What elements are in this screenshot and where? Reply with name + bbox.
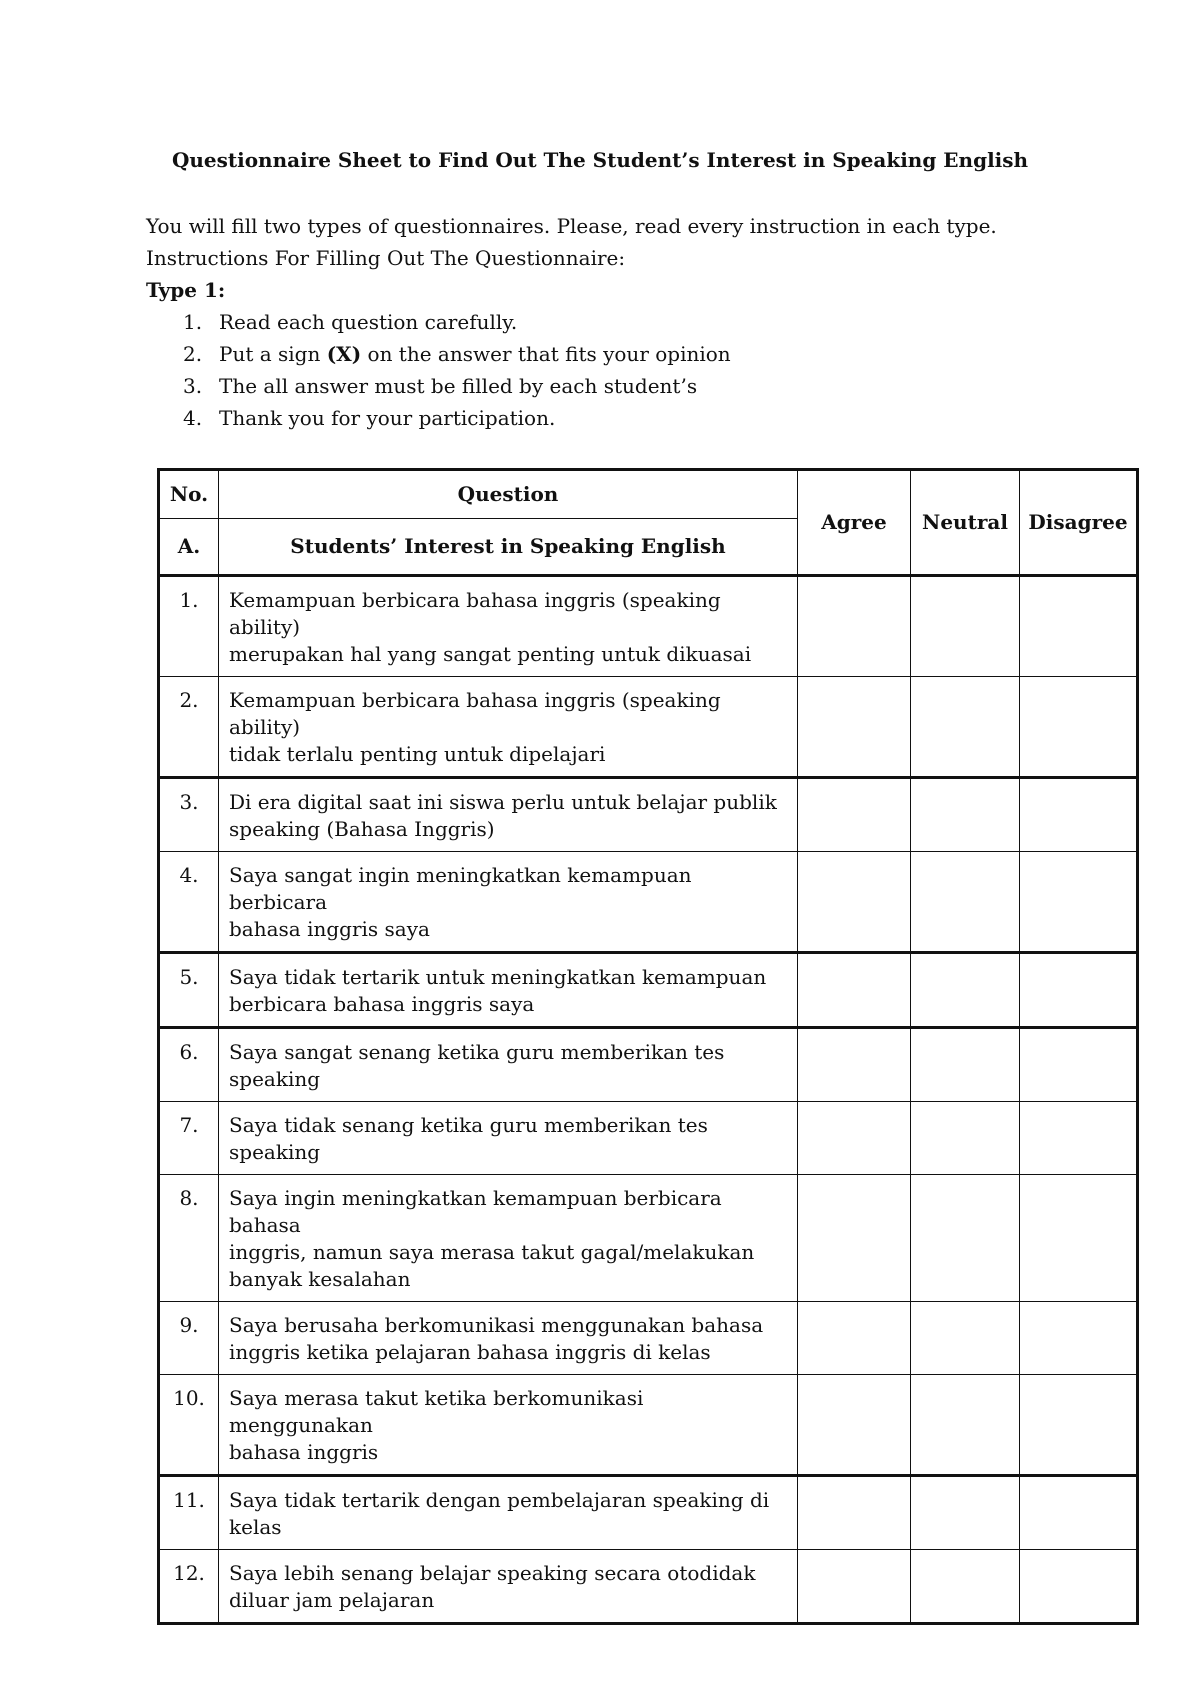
question-line: merupakan hal yang sangat penting untuk dikuasai [229,642,752,666]
answer-cell-disagree[interactable] [1020,778,1138,852]
answer-cell-agree[interactable] [798,1550,911,1624]
question-line: Saya sangat senang ketika guru memberikan tes [229,1040,725,1064]
step-text-bold: (X) [326,342,362,366]
header-row [159,470,1138,519]
answer-cell-agree[interactable] [798,576,911,677]
step-number: 3. [183,374,203,398]
answer-cell-neutral[interactable] [911,1028,1020,1102]
answer-cell-agree[interactable] [798,677,911,778]
step-text-after: on the answer that fits your opinion [361,342,731,366]
instruction-step [146,306,1106,338]
question-text [219,1302,798,1375]
header-agree: Agree [798,470,911,576]
header-disagree: Disagree [1020,470,1138,576]
answer-cell-disagree[interactable] [1020,852,1138,953]
table-row [159,1476,1138,1550]
header-no: No. [159,470,219,519]
question-line: inggris, namun saya merasa takut gagal/melakukan [229,1240,755,1264]
answer-cell-disagree[interactable] [1020,1302,1138,1375]
answer-cell-agree[interactable] [798,1175,911,1302]
question-line: speaking [229,1067,321,1091]
step-number: 1. [183,310,203,334]
step-number: 4. [183,406,203,430]
answer-cell-neutral[interactable] [911,1476,1020,1550]
instruction-step [146,338,1106,370]
question-line: tidak terlalu penting untuk dipelajari [229,742,606,766]
answer-cell-disagree[interactable] [1020,1175,1138,1302]
instructions-block [146,210,1106,434]
question-text [219,852,798,953]
section-no: A. [159,519,219,576]
answer-cell-disagree[interactable] [1020,677,1138,778]
header-question: Question [219,470,798,519]
table-row [159,677,1138,778]
question-text [219,1102,798,1175]
answer-cell-neutral[interactable] [911,1302,1020,1375]
question-text [219,1550,798,1624]
row-number: 8. [159,1175,219,1302]
question-text [219,576,798,677]
step-text-before: Put a sign [219,342,327,366]
answer-cell-disagree[interactable] [1020,1028,1138,1102]
table-row [159,576,1138,677]
answer-cell-disagree[interactable] [1020,576,1138,677]
answer-cell-neutral[interactable] [911,1550,1020,1624]
answer-cell-neutral[interactable] [911,576,1020,677]
answer-cell-agree[interactable] [798,852,911,953]
intro-line: You will fill two types of questionnaires. Please, read every instruction in each type. [146,214,997,238]
table-row [159,1550,1138,1624]
answer-cell-agree[interactable] [798,1302,911,1375]
row-number: 5. [159,953,219,1028]
question-text [219,1028,798,1102]
answer-cell-neutral[interactable] [911,1375,1020,1476]
question-line: Saya lebih senang belajar speaking secara otodidak [229,1561,756,1585]
row-number: 7. [159,1102,219,1175]
question-text [219,953,798,1028]
table-row [159,1102,1138,1175]
instructions-heading: Instructions For Filling Out The Questionnaire: [146,246,626,270]
question-text [219,677,798,778]
question-line: diluar jam pelajaran [229,1588,435,1612]
question-text [219,1476,798,1550]
question-text [219,778,798,852]
instruction-step [146,402,1106,434]
answer-cell-disagree[interactable] [1020,1476,1138,1550]
answer-cell-agree[interactable] [798,953,911,1028]
instruction-step [146,370,1106,402]
section-title: Students’ Interest in Speaking English [219,519,798,576]
answer-cell-neutral[interactable] [911,852,1020,953]
question-line: Di era digital saat ini siswa perlu untuk belajar publik [229,790,777,814]
answer-cell-agree[interactable] [798,1375,911,1476]
type-label: Type 1: [146,278,226,302]
question-rows [159,576,1138,1624]
step-text: The all answer must be filled by each student’s [219,374,698,398]
answer-cell-disagree[interactable] [1020,953,1138,1028]
answer-cell-agree[interactable] [798,1028,911,1102]
answer-cell-disagree[interactable] [1020,1102,1138,1175]
question-text [219,1375,798,1476]
question-line: Saya tidak senang ketika guru memberikan tes speaking [229,1113,708,1164]
row-number: 4. [159,852,219,953]
question-line: Saya ingin meningkatkan kemampuan berbicara bahasa [229,1186,722,1237]
question-line: Kemampuan berbicara bahasa inggris (speaking ability) [229,588,721,639]
question-line: bahasa inggris [229,1440,379,1464]
table-row [159,1302,1138,1375]
step-number: 2. [183,342,203,366]
row-number: 10. [159,1375,219,1476]
answer-cell-neutral[interactable] [911,953,1020,1028]
question-line: Kemampuan berbicara bahasa inggris (speaking ability) [229,688,721,739]
row-number: 11. [159,1476,219,1550]
question-line: banyak kesalahan [229,1267,411,1291]
question-line: Saya tidak tertarik untuk meningkatkan kemampuan [229,965,767,989]
row-number: 2. [159,677,219,778]
row-number: 6. [159,1028,219,1102]
answer-cell-disagree[interactable] [1020,1550,1138,1624]
question-line: berbicara bahasa inggris saya [229,992,535,1016]
questionnaire-table [157,468,1139,1625]
question-line: bahasa inggris saya [229,917,430,941]
question-line: Saya merasa takut ketika berkomunikasi menggunakan [229,1386,644,1437]
document-title: Questionnaire Sheet to Find Out The Student’s Interest in Speaking English [171,148,1029,172]
table-row [159,778,1138,852]
table-row [159,1375,1138,1476]
question-line: speaking (Bahasa Inggris) [229,817,495,841]
table-row [159,953,1138,1028]
question-line: Saya sangat ingin meningkatkan kemampuan berbicara [229,863,692,914]
question-text [219,1175,798,1302]
question-line: Saya tidak tertarik dengan pembelajaran speaking di [229,1488,770,1512]
question-line: Saya berusaha berkomunikasi menggunakan bahasa [229,1313,764,1337]
table-row [159,1028,1138,1102]
answer-cell-neutral[interactable] [911,1175,1020,1302]
row-number: 12. [159,1550,219,1624]
answer-cell-neutral[interactable] [911,677,1020,778]
step-text: Read each question carefully. [219,310,518,334]
row-number: 1. [159,576,219,677]
question-line: inggris ketika pelajaran bahasa inggris di kelas [229,1340,711,1364]
header-neutral: Neutral [911,470,1020,576]
instruction-steps [146,306,1106,434]
table-row [159,1175,1138,1302]
row-number: 3. [159,778,219,852]
answer-cell-agree[interactable] [798,778,911,852]
row-number: 9. [159,1302,219,1375]
answer-cell-agree[interactable] [798,1102,911,1175]
answer-cell-neutral[interactable] [911,1102,1020,1175]
table-row [159,852,1138,953]
step-text: Thank you for your participation. [219,406,556,430]
answer-cell-neutral[interactable] [911,778,1020,852]
question-line: kelas [229,1515,282,1539]
answer-cell-disagree[interactable] [1020,1375,1138,1476]
answer-cell-agree[interactable] [798,1476,911,1550]
